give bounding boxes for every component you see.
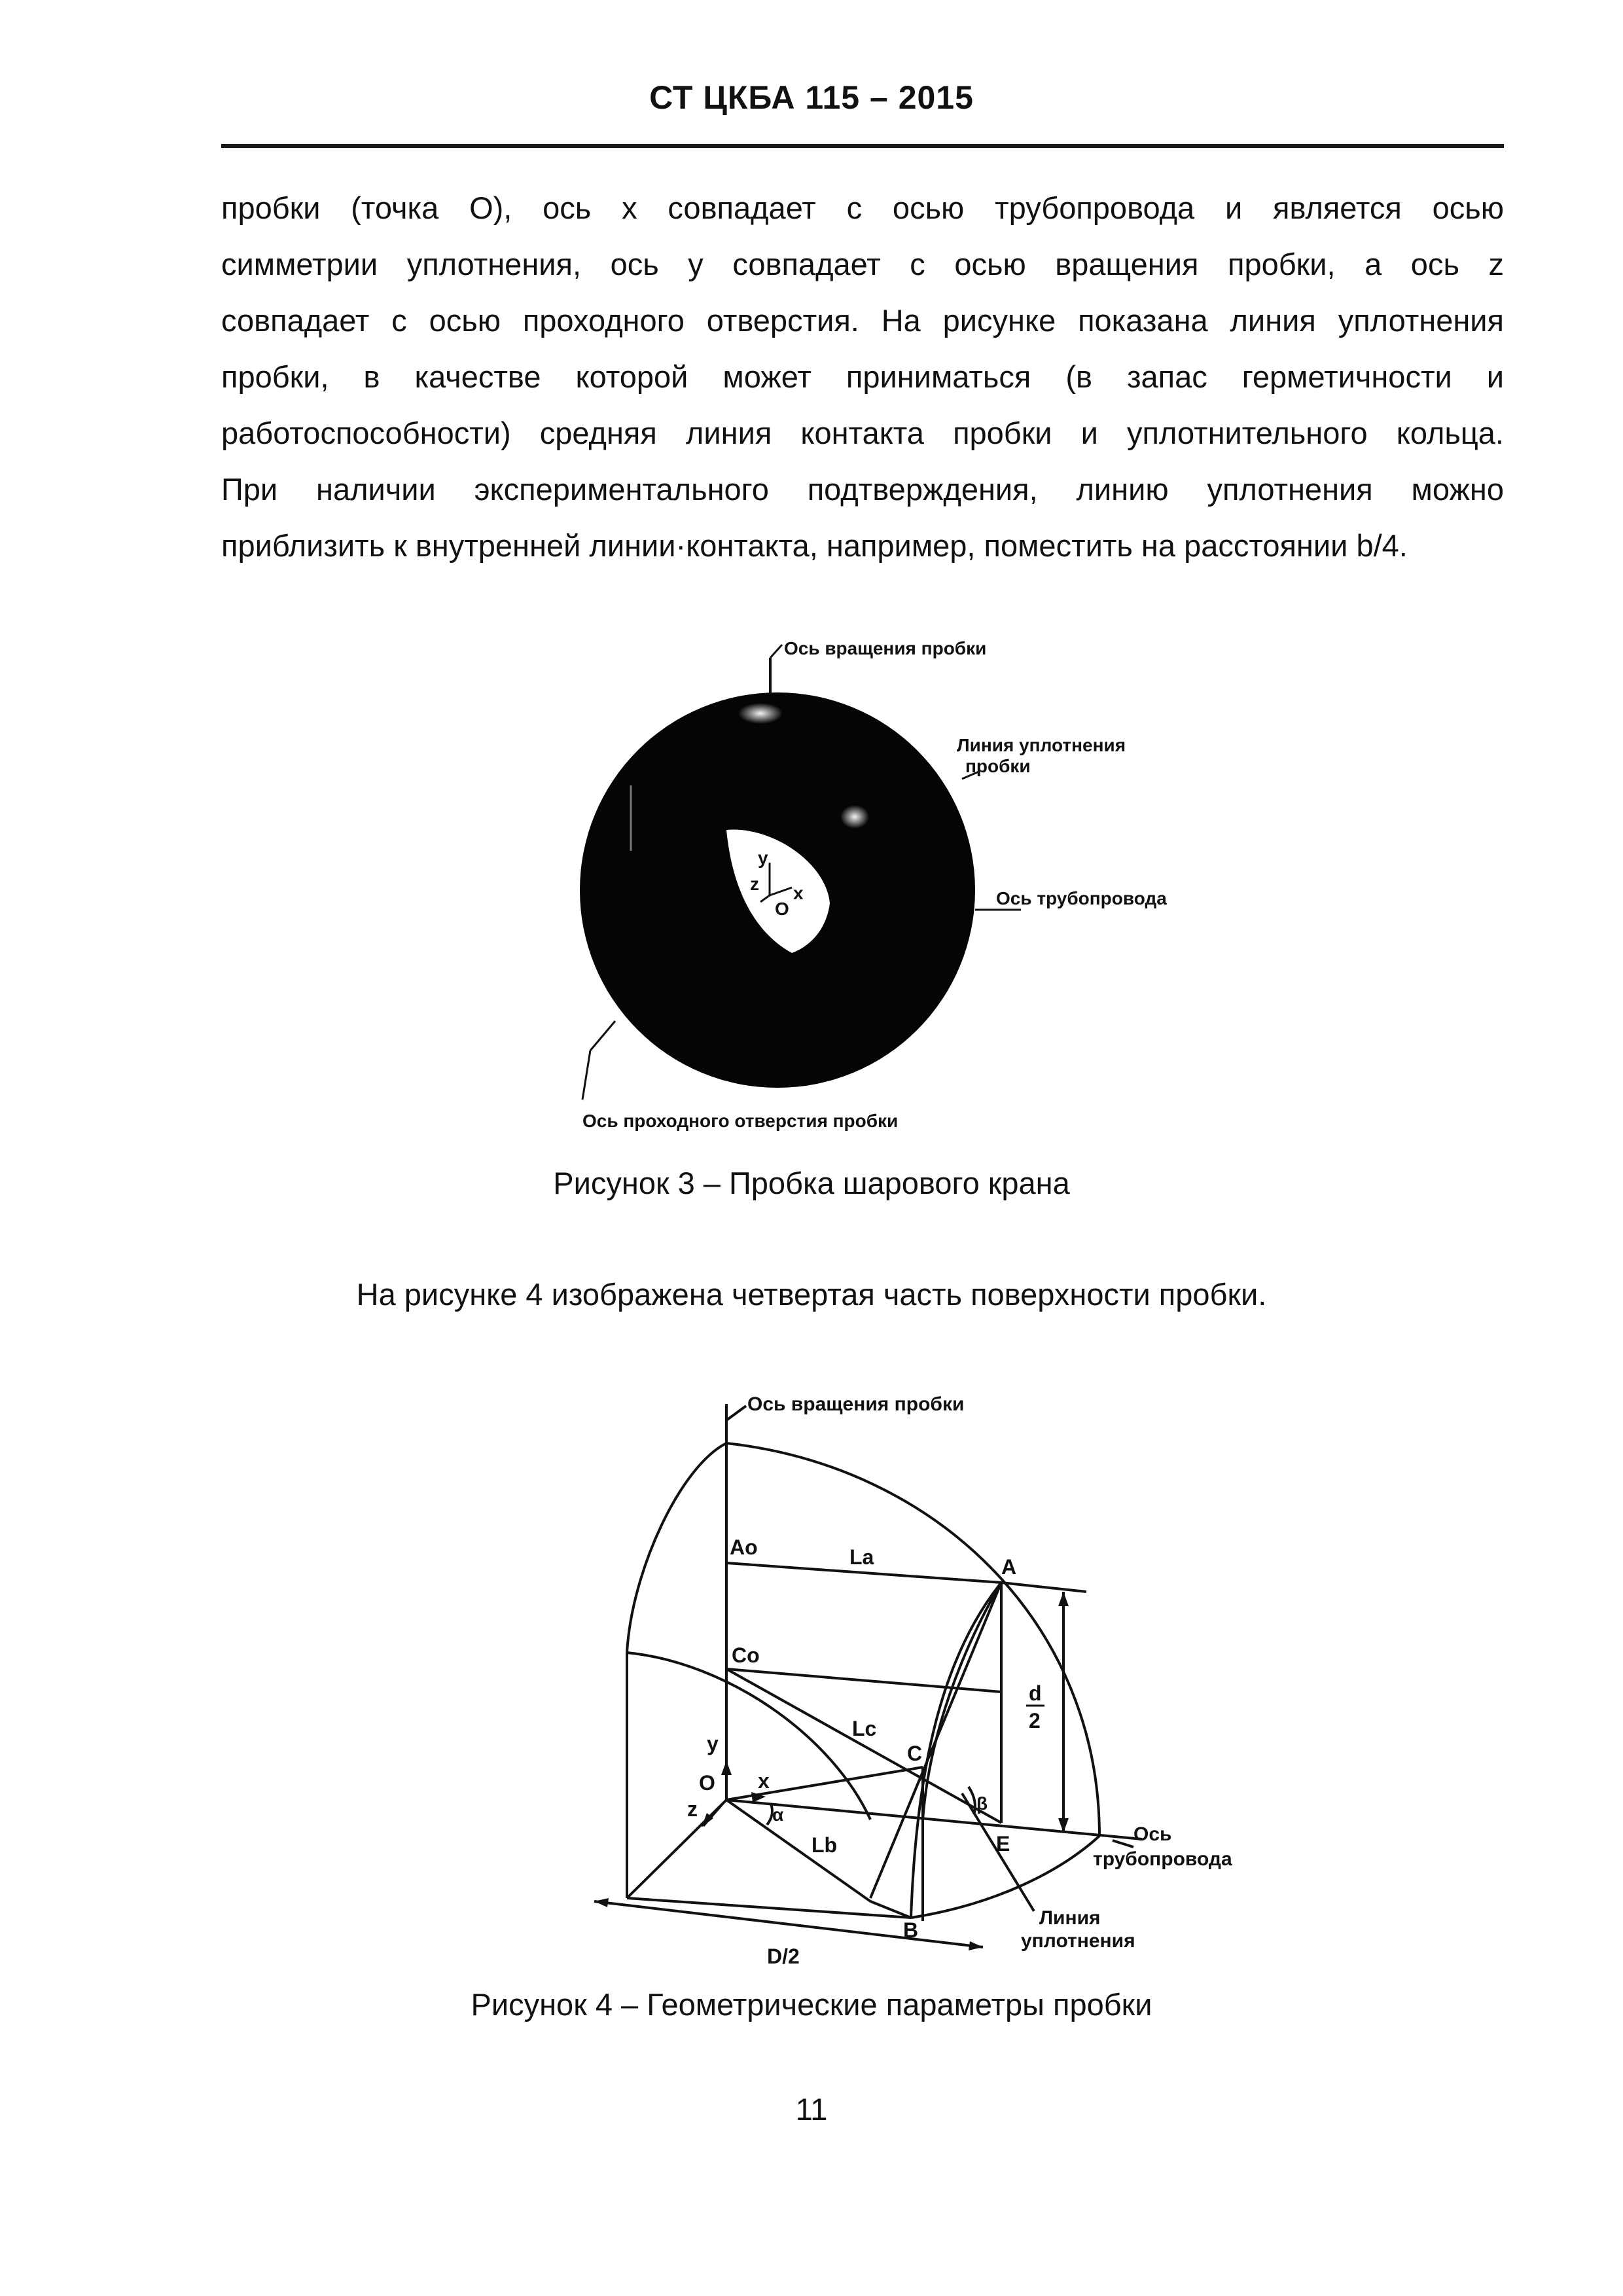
origin-label: O	[775, 899, 789, 919]
label-seal-line-2: пробки	[965, 756, 1031, 776]
point-a0: Ao	[730, 1535, 758, 1559]
page-number: 11	[795, 2092, 828, 2126]
label-d-den: 2	[1029, 1709, 1041, 1732]
label-x: x	[758, 1769, 770, 1793]
paragraph-line: пробки, в качестве которой может приниматься (в запас герметичности и	[221, 359, 1504, 394]
box-diag-line	[627, 1800, 726, 1898]
point-c0: Co	[732, 1643, 760, 1667]
line-lb	[726, 1800, 870, 1901]
point-b: B	[903, 1918, 919, 1942]
line-lc	[726, 1669, 1001, 1823]
alpha-arc	[767, 1804, 772, 1825]
y-arrow	[721, 1761, 732, 1775]
label-pipe-axis: Ось трубопровода	[996, 888, 1167, 908]
z-axis-short	[704, 1800, 726, 1826]
label-d-num: d	[1029, 1681, 1042, 1705]
label-pipe-axis-2: трубопровода	[1093, 1848, 1232, 1870]
rotation-leader	[726, 1406, 746, 1420]
point-e: E	[996, 1832, 1010, 1856]
point-a: A	[1001, 1555, 1017, 1579]
line-a-extension	[1001, 1583, 1086, 1592]
paragraph-line: приблизить к внутренней линии·контакта, например, поместить на расстоянии b/4.	[221, 528, 1408, 563]
pipe-axis-line	[726, 1800, 1142, 1839]
label-bore-axis: Ось проходного отверстия пробки	[582, 1111, 899, 1131]
label-seal-line-1: Линия уплотнения	[957, 735, 1126, 755]
d2-arrow-top	[1058, 1592, 1069, 1606]
label-beta: β	[976, 1793, 988, 1814]
line-a-b	[870, 1583, 1001, 1898]
seal-line-arc	[911, 1583, 1001, 1918]
figure-4-intro: На рисунке 4 изображена четвертая часть поверхности пробки.	[356, 1277, 1267, 1312]
label-y: y	[707, 1732, 719, 1755]
label-pipe-axis-1: Ось	[1133, 1823, 1172, 1845]
fig4-label-rotation-axis: Ось вращения пробки	[747, 1393, 965, 1415]
label-la: La	[849, 1545, 874, 1569]
outer-arc	[726, 1443, 1099, 1836]
label-lc: Lc	[852, 1717, 877, 1740]
label-alpha: α	[772, 1804, 784, 1825]
point-c: C	[907, 1742, 923, 1765]
point-o: O	[699, 1771, 715, 1795]
label-lb: Lb	[812, 1833, 838, 1857]
paragraph-line: симметрии уплотнения, ось y совпадает с осью вращения пробки, а ось z	[221, 247, 1504, 281]
label-seal-line-1: Линия	[1039, 1907, 1101, 1929]
pipe-leader	[1113, 1840, 1133, 1847]
figure-3-caption: Рисунок 3 – Пробка шарового крана	[553, 1166, 1070, 1200]
paragraph-line: совпадает с осью проходного отверстия. На рисунке показана линия уплотнения	[221, 303, 1504, 338]
local-y-label: y	[758, 848, 768, 868]
local-x-label: x	[793, 883, 804, 903]
label-z: z	[687, 1797, 698, 1821]
document-header: СТ ЦКБА 115 – 2015	[649, 79, 974, 116]
left-arc	[627, 1443, 726, 1653]
paragraph-line: При наличии экспериментального подтверждения, линию уплотнения можно	[221, 472, 1504, 507]
local-z-label: z	[750, 874, 759, 894]
paragraph-line: пробки (точка О), ось x совпадает с осью трубопровода и является осью	[221, 190, 1504, 225]
label-D2: D/2	[767, 1945, 800, 1968]
label-seal-line-2: уплотнения	[1021, 1930, 1135, 1952]
paragraph-line: работоспособности) средняя линия контакта пробки и уплотнительного кольца.	[221, 416, 1504, 450]
figure-4-caption: Рисунок 4 – Геометрические параметры пробки	[471, 1987, 1152, 2022]
label-rotation-axis: Ось вращения пробки	[784, 638, 987, 658]
